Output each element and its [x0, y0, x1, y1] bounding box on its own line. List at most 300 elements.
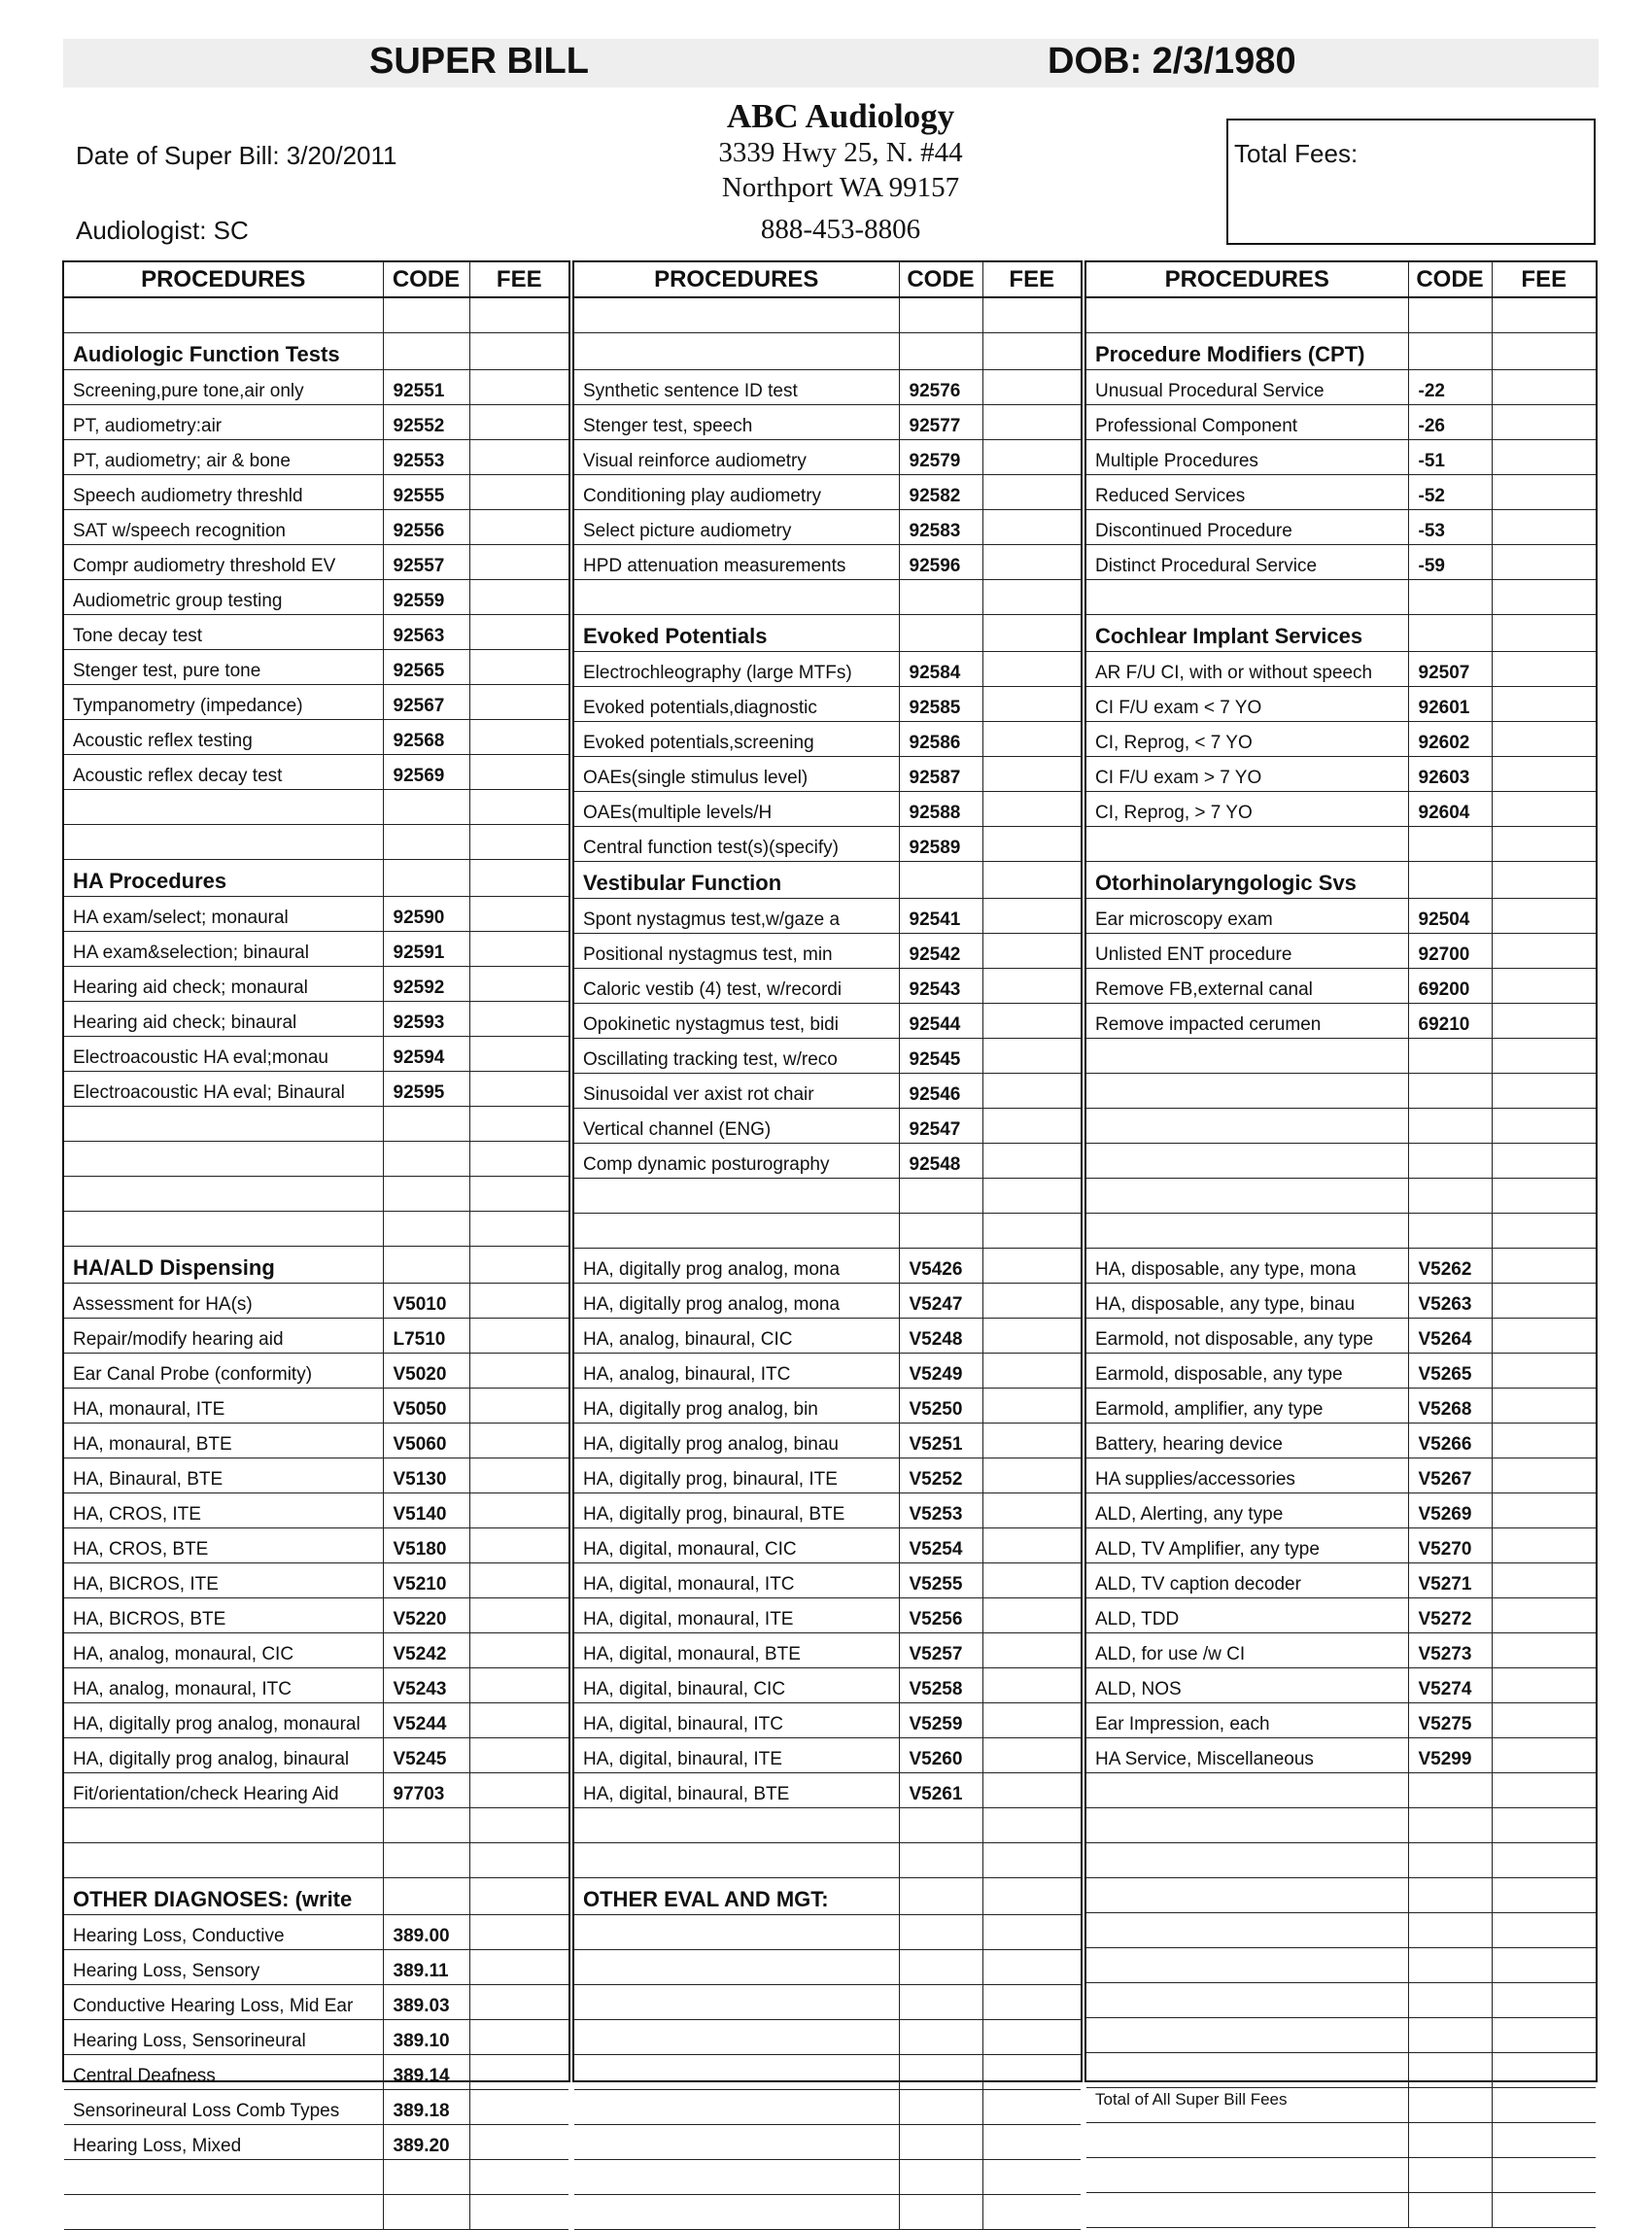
- procedure-name: OAEs(single stimulus level): [574, 757, 899, 792]
- procedure-code: V5261: [899, 1773, 982, 1808]
- procedure-name: [574, 1950, 899, 1985]
- procedure-code: [1408, 1214, 1492, 1249]
- fee-cell[interactable]: [1492, 899, 1596, 934]
- table-row: [1086, 1843, 1596, 1878]
- fee-cell[interactable]: [1492, 2053, 1596, 2088]
- procedure-name: HA, digital, binaural, ITE: [574, 1738, 899, 1773]
- table-row: [574, 1915, 1081, 1950]
- fee-cell[interactable]: [982, 1424, 1081, 1458]
- fee-cell[interactable]: [469, 440, 568, 475]
- fee-cell[interactable]: [469, 2055, 568, 2090]
- procedure-code: V5180: [383, 1528, 469, 1563]
- fee-cell[interactable]: [469, 755, 568, 790]
- procedure-name: Sinusoidal ver axist rot chair: [574, 1074, 899, 1109]
- table-row: [64, 755, 568, 790]
- table-row: [1086, 2053, 1596, 2088]
- procedure-name: Conditioning play audiometry: [574, 475, 899, 510]
- procedure-name: HA, digitally prog analog, mona: [574, 1284, 899, 1319]
- fee-cell[interactable]: [1492, 1109, 1596, 1144]
- fee-cell[interactable]: [982, 510, 1081, 545]
- procedure-name: HA, analog, binaural, CIC: [574, 1319, 899, 1354]
- fee-cell[interactable]: [982, 1039, 1081, 1074]
- table-row: [574, 1808, 1081, 1843]
- fee-cell[interactable]: [469, 1633, 568, 1668]
- table-row: [574, 1074, 1081, 1109]
- fee-cell[interactable]: [982, 615, 1081, 652]
- table-row: [64, 1985, 568, 2020]
- table-row: [1086, 2193, 1596, 2228]
- fee-cell[interactable]: [982, 1528, 1081, 1563]
- fee-cell[interactable]: [982, 1458, 1081, 1493]
- procedure-code: 92543: [899, 969, 982, 1004]
- procedure-name: HA, digitally prog analog, binau: [574, 1424, 899, 1458]
- fee-cell[interactable]: [982, 370, 1081, 405]
- fee-cell[interactable]: [469, 1528, 568, 1563]
- fee-cell[interactable]: [1492, 1598, 1596, 1633]
- fee-cell[interactable]: [1492, 1948, 1596, 1983]
- section-title: OTHER EVAL AND MGT:: [574, 1878, 899, 1915]
- fee-cell[interactable]: [1492, 792, 1596, 827]
- procedure-code: [899, 2090, 982, 2125]
- table-row: [64, 1458, 568, 1493]
- fee-cell[interactable]: [1492, 1808, 1596, 1843]
- procedure-code: [1408, 862, 1492, 899]
- procedure-code: 92594: [383, 1037, 469, 1072]
- fee-cell[interactable]: [1492, 687, 1596, 722]
- procedure-code: [1408, 1948, 1492, 1983]
- fee-cell[interactable]: [469, 2125, 568, 2160]
- procedure-code: V5275: [1408, 1703, 1492, 1738]
- table-row: [574, 1214, 1081, 1249]
- fee-cell[interactable]: [469, 1002, 568, 1037]
- procedure-code: [1408, 2088, 1492, 2123]
- fee-cell[interactable]: [469, 1319, 568, 1354]
- fee-cell[interactable]: [982, 2160, 1081, 2195]
- fee-cell[interactable]: [1492, 1703, 1596, 1738]
- fee-cell[interactable]: [1492, 757, 1596, 792]
- fee-cell[interactable]: [469, 615, 568, 650]
- procedure-code: 389.03: [383, 1985, 469, 2020]
- procedure-name: [1086, 297, 1408, 333]
- fee-cell[interactable]: [982, 440, 1081, 475]
- table-row: [1086, 827, 1596, 862]
- table-row: [64, 1107, 568, 1142]
- table-header-row: [64, 262, 568, 297]
- fee-cell[interactable]: [982, 1738, 1081, 1773]
- fee-cell[interactable]: [469, 685, 568, 720]
- procedure-code: [899, 580, 982, 615]
- fee-cell[interactable]: [469, 1598, 568, 1633]
- fee-cell[interactable]: [1492, 1843, 1596, 1878]
- procedure-name: Electrochleography (large MTFs): [574, 652, 899, 687]
- procedure-code: -22: [1408, 370, 1492, 405]
- procedure-code: [1408, 1074, 1492, 1109]
- procedure-name: [574, 1915, 899, 1950]
- fee-cell[interactable]: [1492, 722, 1596, 757]
- procedure-name: [1086, 2018, 1408, 2053]
- fee-cell[interactable]: [982, 1109, 1081, 1144]
- fee-cell[interactable]: [982, 545, 1081, 580]
- fee-cell[interactable]: [982, 899, 1081, 934]
- procedure-code: V5299: [1408, 1738, 1492, 1773]
- fee-cell[interactable]: [1492, 1249, 1596, 1284]
- table-row: [1086, 1319, 1596, 1354]
- table-row: [64, 370, 568, 405]
- fee-cell[interactable]: [1492, 2018, 1596, 2053]
- fee-cell[interactable]: [469, 1915, 568, 1950]
- fee-cell[interactable]: [982, 969, 1081, 1004]
- procedure-name: [64, 2160, 383, 2195]
- fee-cell[interactable]: [469, 1177, 568, 1212]
- fee-cell[interactable]: [1492, 1493, 1596, 1528]
- fee-cell[interactable]: [469, 790, 568, 825]
- fee-cell[interactable]: [1492, 615, 1596, 652]
- fee-cell[interactable]: [982, 1319, 1081, 1354]
- fee-cell[interactable]: [1492, 862, 1596, 899]
- fee-cell[interactable]: [469, 1354, 568, 1389]
- procedure-code: 92504: [1408, 899, 1492, 934]
- fee-cell[interactable]: [469, 897, 568, 932]
- fee-cell[interactable]: [469, 297, 568, 333]
- fee-cell[interactable]: [469, 2090, 568, 2125]
- table-row: [64, 580, 568, 615]
- fee-cell[interactable]: [982, 652, 1081, 687]
- table-row: [574, 2020, 1081, 2055]
- fee-cell[interactable]: [1492, 370, 1596, 405]
- fee-cell[interactable]: [1492, 1179, 1596, 1214]
- fee-cell[interactable]: [982, 2020, 1081, 2055]
- fee-cell[interactable]: [469, 1424, 568, 1458]
- fee-cell[interactable]: [1492, 475, 1596, 510]
- fee-cell[interactable]: [1492, 652, 1596, 687]
- procedure-name: HA, digital, binaural, BTE: [574, 1773, 899, 1808]
- procedure-code: V5274: [1408, 1668, 1492, 1703]
- table-row: [1086, 1808, 1596, 1843]
- procedure-code: 92603: [1408, 757, 1492, 792]
- procedure-code: V5140: [383, 1493, 469, 1528]
- fee-cell[interactable]: [982, 1284, 1081, 1319]
- fee-cell[interactable]: [469, 2160, 568, 2195]
- header-procedures: PROCEDURES: [64, 262, 383, 297]
- procedure-name: HA, digitally prog analog, mona: [574, 1249, 899, 1284]
- procedure-name: Audiometric group testing: [64, 580, 383, 615]
- fee-cell[interactable]: [1492, 1773, 1596, 1808]
- procedure-code: [383, 1212, 469, 1247]
- table-row: [64, 897, 568, 932]
- table-row: [1086, 1598, 1596, 1633]
- fee-cell[interactable]: [469, 1389, 568, 1424]
- fee-cell[interactable]: [469, 1668, 568, 1703]
- fee-cell[interactable]: [469, 1458, 568, 1493]
- fee-cell[interactable]: [469, 1950, 568, 1985]
- section-header-row: [1086, 862, 1596, 899]
- fee-cell[interactable]: [1492, 297, 1596, 333]
- procedure-code: 389.20: [383, 2125, 469, 2160]
- fee-cell[interactable]: [1492, 1458, 1596, 1493]
- fee-cell[interactable]: [982, 1773, 1081, 1808]
- fee-cell[interactable]: [982, 1703, 1081, 1738]
- table-row: [1086, 580, 1596, 615]
- fee-cell[interactable]: [982, 1179, 1081, 1214]
- procedure-name: Sensorineural Loss Comb Types: [64, 2090, 383, 2125]
- fee-cell[interactable]: [469, 650, 568, 685]
- fee-cell[interactable]: [469, 1142, 568, 1177]
- procedure-code: [899, 297, 982, 333]
- fee-cell[interactable]: [469, 1843, 568, 1878]
- procedure-code: [383, 333, 469, 370]
- fee-cell[interactable]: [469, 1107, 568, 1142]
- fee-cell[interactable]: [982, 827, 1081, 862]
- fee-cell[interactable]: [982, 1985, 1081, 2020]
- table-row: [574, 2160, 1081, 2195]
- procedure-name: Unusual Procedural Service: [1086, 370, 1408, 405]
- fee-cell[interactable]: [469, 333, 568, 370]
- fee-cell[interactable]: [982, 1074, 1081, 1109]
- fee-cell[interactable]: [1492, 2158, 1596, 2193]
- fee-cell[interactable]: [982, 297, 1081, 333]
- procedure-code: V5270: [1408, 1528, 1492, 1563]
- procedure-code: 389.18: [383, 2090, 469, 2125]
- procedure-code: 69200: [1408, 969, 1492, 1004]
- fee-cell[interactable]: [982, 1598, 1081, 1633]
- fee-cell[interactable]: [1492, 1738, 1596, 1773]
- fee-cell[interactable]: [1492, 1389, 1596, 1424]
- table-row: [64, 1389, 568, 1424]
- procedure-name: Tympanometry (impedance): [64, 685, 383, 720]
- fee-cell[interactable]: [1492, 1004, 1596, 1039]
- procedure-code: V5273: [1408, 1633, 1492, 1668]
- fee-cell[interactable]: [1492, 2193, 1596, 2228]
- procedure-name: [1086, 1948, 1408, 1983]
- fee-cell[interactable]: [1492, 1354, 1596, 1389]
- table-header-row: [1086, 262, 1596, 297]
- procedure-code: V5010: [383, 1284, 469, 1319]
- procedure-code: 92587: [899, 757, 982, 792]
- procedure-name: HA, digital, monaural, ITE: [574, 1598, 899, 1633]
- procedure-name: Remove impacted cerumen: [1086, 1004, 1408, 1039]
- fee-cell[interactable]: [982, 475, 1081, 510]
- fee-cell[interactable]: [1492, 1214, 1596, 1249]
- fee-cell[interactable]: [469, 1878, 568, 1915]
- fee-cell[interactable]: [982, 757, 1081, 792]
- procedure-name: [574, 1179, 899, 1214]
- fee-cell[interactable]: [469, 1284, 568, 1319]
- fee-cell[interactable]: [1492, 1983, 1596, 2018]
- table-row: [64, 825, 568, 860]
- table-row: [64, 297, 568, 333]
- procedure-name: Vertical channel (ENG): [574, 1109, 899, 1144]
- fee-cell[interactable]: [469, 825, 568, 860]
- fee-cell[interactable]: [982, 862, 1081, 899]
- fee-cell[interactable]: [1492, 1528, 1596, 1563]
- fee-cell[interactable]: [469, 370, 568, 405]
- procedure-name: Positional nystagmus test, min: [574, 934, 899, 969]
- fee-cell[interactable]: [1492, 934, 1596, 969]
- table-row: [1086, 1563, 1596, 1598]
- fee-cell[interactable]: [982, 1808, 1081, 1843]
- procedure-name: Hearing Loss, Mixed: [64, 2125, 383, 2160]
- fee-cell[interactable]: [469, 932, 568, 967]
- procedures-column-2: [572, 260, 1083, 2082]
- fee-cell[interactable]: [982, 1354, 1081, 1389]
- table-row: [1086, 1983, 1596, 2018]
- procedure-name: [1086, 827, 1408, 862]
- fee-cell[interactable]: [1492, 1319, 1596, 1354]
- fee-cell[interactable]: [469, 1493, 568, 1528]
- table-row: [64, 1354, 568, 1389]
- fee-cell[interactable]: [469, 1563, 568, 1598]
- procedure-name: HA, Binaural, BTE: [64, 1458, 383, 1493]
- fee-cell[interactable]: [982, 2125, 1081, 2160]
- table-row: [574, 1179, 1081, 1214]
- fee-cell[interactable]: [982, 580, 1081, 615]
- fee-cell[interactable]: [469, 510, 568, 545]
- procedure-name: ALD, NOS: [1086, 1668, 1408, 1703]
- fee-cell[interactable]: [469, 967, 568, 1002]
- fee-cell[interactable]: [469, 1773, 568, 1808]
- procedure-code: V5268: [1408, 1389, 1492, 1424]
- procedure-name: HA, analog, binaural, ITC: [574, 1354, 899, 1389]
- fee-cell[interactable]: [982, 1004, 1081, 1039]
- fee-cell[interactable]: [1492, 2088, 1596, 2123]
- section-header-row: [574, 333, 1081, 370]
- procedure-name: [1086, 1179, 1408, 1214]
- fee-cell[interactable]: [982, 1144, 1081, 1179]
- fee-cell[interactable]: [982, 333, 1081, 370]
- fee-cell[interactable]: [1492, 1563, 1596, 1598]
- fee-cell[interactable]: [469, 580, 568, 615]
- fee-cell[interactable]: [1492, 827, 1596, 862]
- procedure-code: V5259: [899, 1703, 982, 1738]
- procedure-code: 69210: [1408, 1004, 1492, 1039]
- procedure-code: [383, 1107, 469, 1142]
- fee-cell[interactable]: [982, 2090, 1081, 2125]
- fee-cell[interactable]: [982, 792, 1081, 827]
- fee-cell[interactable]: [469, 545, 568, 580]
- fee-cell[interactable]: [1492, 1424, 1596, 1458]
- procedure-code: 92569: [383, 755, 469, 790]
- title-bar: [63, 39, 1599, 87]
- table-row: [64, 1493, 568, 1528]
- fee-cell[interactable]: [469, 1808, 568, 1843]
- table-row: [574, 934, 1081, 969]
- table-row: [574, 757, 1081, 792]
- table-row: [64, 967, 568, 1002]
- procedure-code: [899, 1985, 982, 2020]
- fee-cell[interactable]: [469, 2020, 568, 2055]
- fee-cell[interactable]: [1492, 1913, 1596, 1948]
- table-row: [574, 792, 1081, 827]
- procedure-code: 92700: [1408, 934, 1492, 969]
- fee-cell[interactable]: [469, 1703, 568, 1738]
- fee-cell[interactable]: [982, 2195, 1081, 2230]
- procedure-name: Acoustic reflex decay test: [64, 755, 383, 790]
- table-row: [1086, 1633, 1596, 1668]
- fee-cell[interactable]: [469, 1247, 568, 1284]
- fee-cell[interactable]: [469, 1985, 568, 2020]
- fee-cell[interactable]: [1492, 510, 1596, 545]
- fee-cell[interactable]: [982, 1389, 1081, 1424]
- fee-cell[interactable]: [1492, 333, 1596, 370]
- fee-cell[interactable]: [982, 1915, 1081, 1950]
- fee-cell[interactable]: [982, 1214, 1081, 1249]
- header-fee: FEE: [469, 262, 568, 297]
- procedure-name: [1086, 1843, 1408, 1878]
- procedure-code: L7510: [383, 1319, 469, 1354]
- fee-cell[interactable]: [469, 720, 568, 755]
- fee-cell[interactable]: [469, 860, 568, 897]
- table-row: [64, 1703, 568, 1738]
- fee-cell[interactable]: [982, 1668, 1081, 1703]
- fee-cell[interactable]: [1492, 545, 1596, 580]
- fee-cell[interactable]: [1492, 1144, 1596, 1179]
- procedure-name: Assessment for HA(s): [64, 1284, 383, 1319]
- procedure-code: V5267: [1408, 1458, 1492, 1493]
- fee-cell[interactable]: [982, 1563, 1081, 1598]
- procedure-code: [1408, 1039, 1492, 1074]
- fee-cell[interactable]: [469, 1037, 568, 1072]
- fee-cell[interactable]: [982, 1878, 1081, 1915]
- fee-cell[interactable]: [982, 687, 1081, 722]
- fee-cell[interactable]: [1492, 969, 1596, 1004]
- fee-cell[interactable]: [469, 405, 568, 440]
- fee-cell[interactable]: [1492, 1878, 1596, 1913]
- procedure-name: [1086, 1039, 1408, 1074]
- section-title: Cochlear Implant Services: [1086, 615, 1408, 652]
- fee-cell[interactable]: [1492, 2123, 1596, 2158]
- fee-cell[interactable]: [982, 722, 1081, 757]
- fee-cell[interactable]: [982, 1843, 1081, 1878]
- fee-cell[interactable]: [469, 1212, 568, 1247]
- procedure-code: [383, 1247, 469, 1284]
- procedures-column-1: [62, 260, 570, 2156]
- table-row: [574, 2055, 1081, 2090]
- procedure-code: V5260: [899, 1738, 982, 1773]
- table-row: [64, 1808, 568, 1843]
- procedure-name: ALD, Alerting, any type: [1086, 1493, 1408, 1528]
- procedure-name: [574, 297, 899, 333]
- fee-cell[interactable]: [982, 1950, 1081, 1985]
- total-fees-box[interactable]: [1226, 119, 1596, 245]
- fee-cell[interactable]: [982, 2055, 1081, 2090]
- procedure-code: 92553: [383, 440, 469, 475]
- fee-cell[interactable]: [982, 1249, 1081, 1284]
- fee-cell[interactable]: [982, 934, 1081, 969]
- fee-cell[interactable]: [982, 405, 1081, 440]
- fee-cell[interactable]: [469, 2195, 568, 2230]
- fee-cell[interactable]: [1492, 1039, 1596, 1074]
- table-row: [574, 2090, 1081, 2125]
- procedure-name: [574, 2020, 899, 2055]
- table-row: [574, 475, 1081, 510]
- fee-cell[interactable]: [982, 1633, 1081, 1668]
- fee-cell[interactable]: [469, 1738, 568, 1773]
- fee-cell[interactable]: [1492, 1074, 1596, 1109]
- procedure-code: V5210: [383, 1563, 469, 1598]
- fee-cell[interactable]: [1492, 1633, 1596, 1668]
- fee-cell[interactable]: [1492, 580, 1596, 615]
- fee-cell[interactable]: [1492, 1668, 1596, 1703]
- fee-cell[interactable]: [1492, 440, 1596, 475]
- fee-cell[interactable]: [982, 1493, 1081, 1528]
- procedure-name: CI, Reprog, > 7 YO: [1086, 792, 1408, 827]
- clinic-address-line2: Northport WA 99157: [721, 172, 960, 203]
- fee-cell[interactable]: [1492, 405, 1596, 440]
- procedure-code: 92547: [899, 1109, 982, 1144]
- fee-cell[interactable]: [1492, 1284, 1596, 1319]
- fee-cell[interactable]: [469, 1072, 568, 1107]
- fee-cell[interactable]: [469, 475, 568, 510]
